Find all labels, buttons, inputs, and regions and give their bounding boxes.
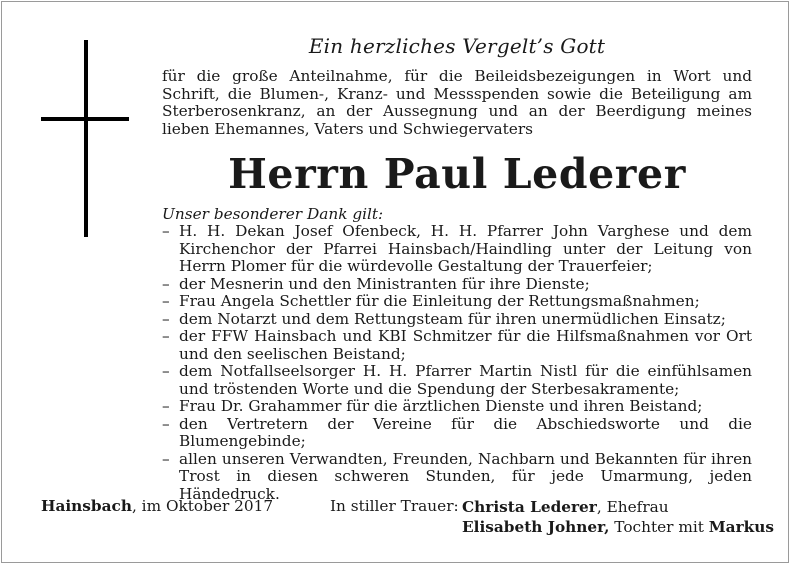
mourners (462, 497, 774, 537)
list-item: – dem Notarzt und dem Rettungsteam für ihren unermüdlichen Einsatz; (162, 311, 752, 329)
list-item: – Frau Dr. Grahammer für die ärztlichen Dienste und ihren Beistand; (162, 398, 752, 416)
mourner2-extra: Markus (708, 518, 774, 536)
list-item: – den Vertretern der Vereine für die Abschiedsworte und die Blumengebinde; (162, 416, 752, 451)
date: , im Oktober 2017 (131, 497, 274, 515)
mourner-line-2 (462, 517, 774, 537)
mourner2-role: Tochter mit (609, 518, 709, 536)
deceased-name: Herrn Paul Lederer (228, 150, 686, 198)
place-date (41, 497, 273, 515)
place: Hainsbach (41, 497, 132, 515)
thanks-list (162, 223, 752, 503)
list-item: – dem Notfallseelsorger H. H. Pfarrer Martin Nistl für die einfühlsamen und tröstenden Worte und die Spendung der Sterbesakramente; (162, 363, 752, 398)
thanks-intro: Unser besonderer Dank gilt: (162, 205, 384, 223)
list-item: – der Mesnerin und den Ministranten für ihre Dienste; (162, 276, 752, 294)
cross-icon-vertical (84, 40, 88, 237)
mourner-line-1 (462, 497, 774, 517)
mourner1-name: Christa Lederer (462, 498, 597, 516)
thanks-heading: Ein herzliches Vergelt’s Gott (308, 34, 606, 58)
mourner1-role: , Ehefrau (596, 498, 669, 516)
list-item: – der FFW Hainsbach und KBI Schmitzer für die Hilfsmaßnahmen vor Ort und den seelischen Beistand; (162, 328, 752, 363)
intro-paragraph: für die große Anteilnahme, für die Beileidsbezeigungen in Wort und Schrift, die Blumen-, Kranz- und Messspenden sowie die Beteiligung am Sterberosenkranz, an der Aussegnung und an der Beerdigung meines lieben Ehemannes, Vaters und Schwiegervaters (162, 67, 752, 138)
mourner2-name: Elisabeth Johner, (462, 518, 610, 536)
mourning-label: In stiller Trauer: (330, 497, 459, 515)
list-item: – allen unseren Verwandten, Freunden, Nachbarn und Bekannten für ihren Trost in diesen schweren Stunden, für jede Umarmung, jeden Händedruck. (162, 451, 752, 504)
list-item: – Frau Angela Schettler für die Einleitung der Rettungsmaßnahmen; (162, 293, 752, 311)
cross-icon-horizontal (41, 117, 129, 121)
list-item: – H. H. Dekan Josef Ofenbeck, H. H. Pfarrer John Varghese und dem Kirchenchor der Pfarrei Hainsbach/Haindling unter der Leitung von Herrn Plomer für die würdevolle Gestaltung der Trauerfeier; (162, 223, 752, 276)
obituary-notice (1, 1, 789, 563)
